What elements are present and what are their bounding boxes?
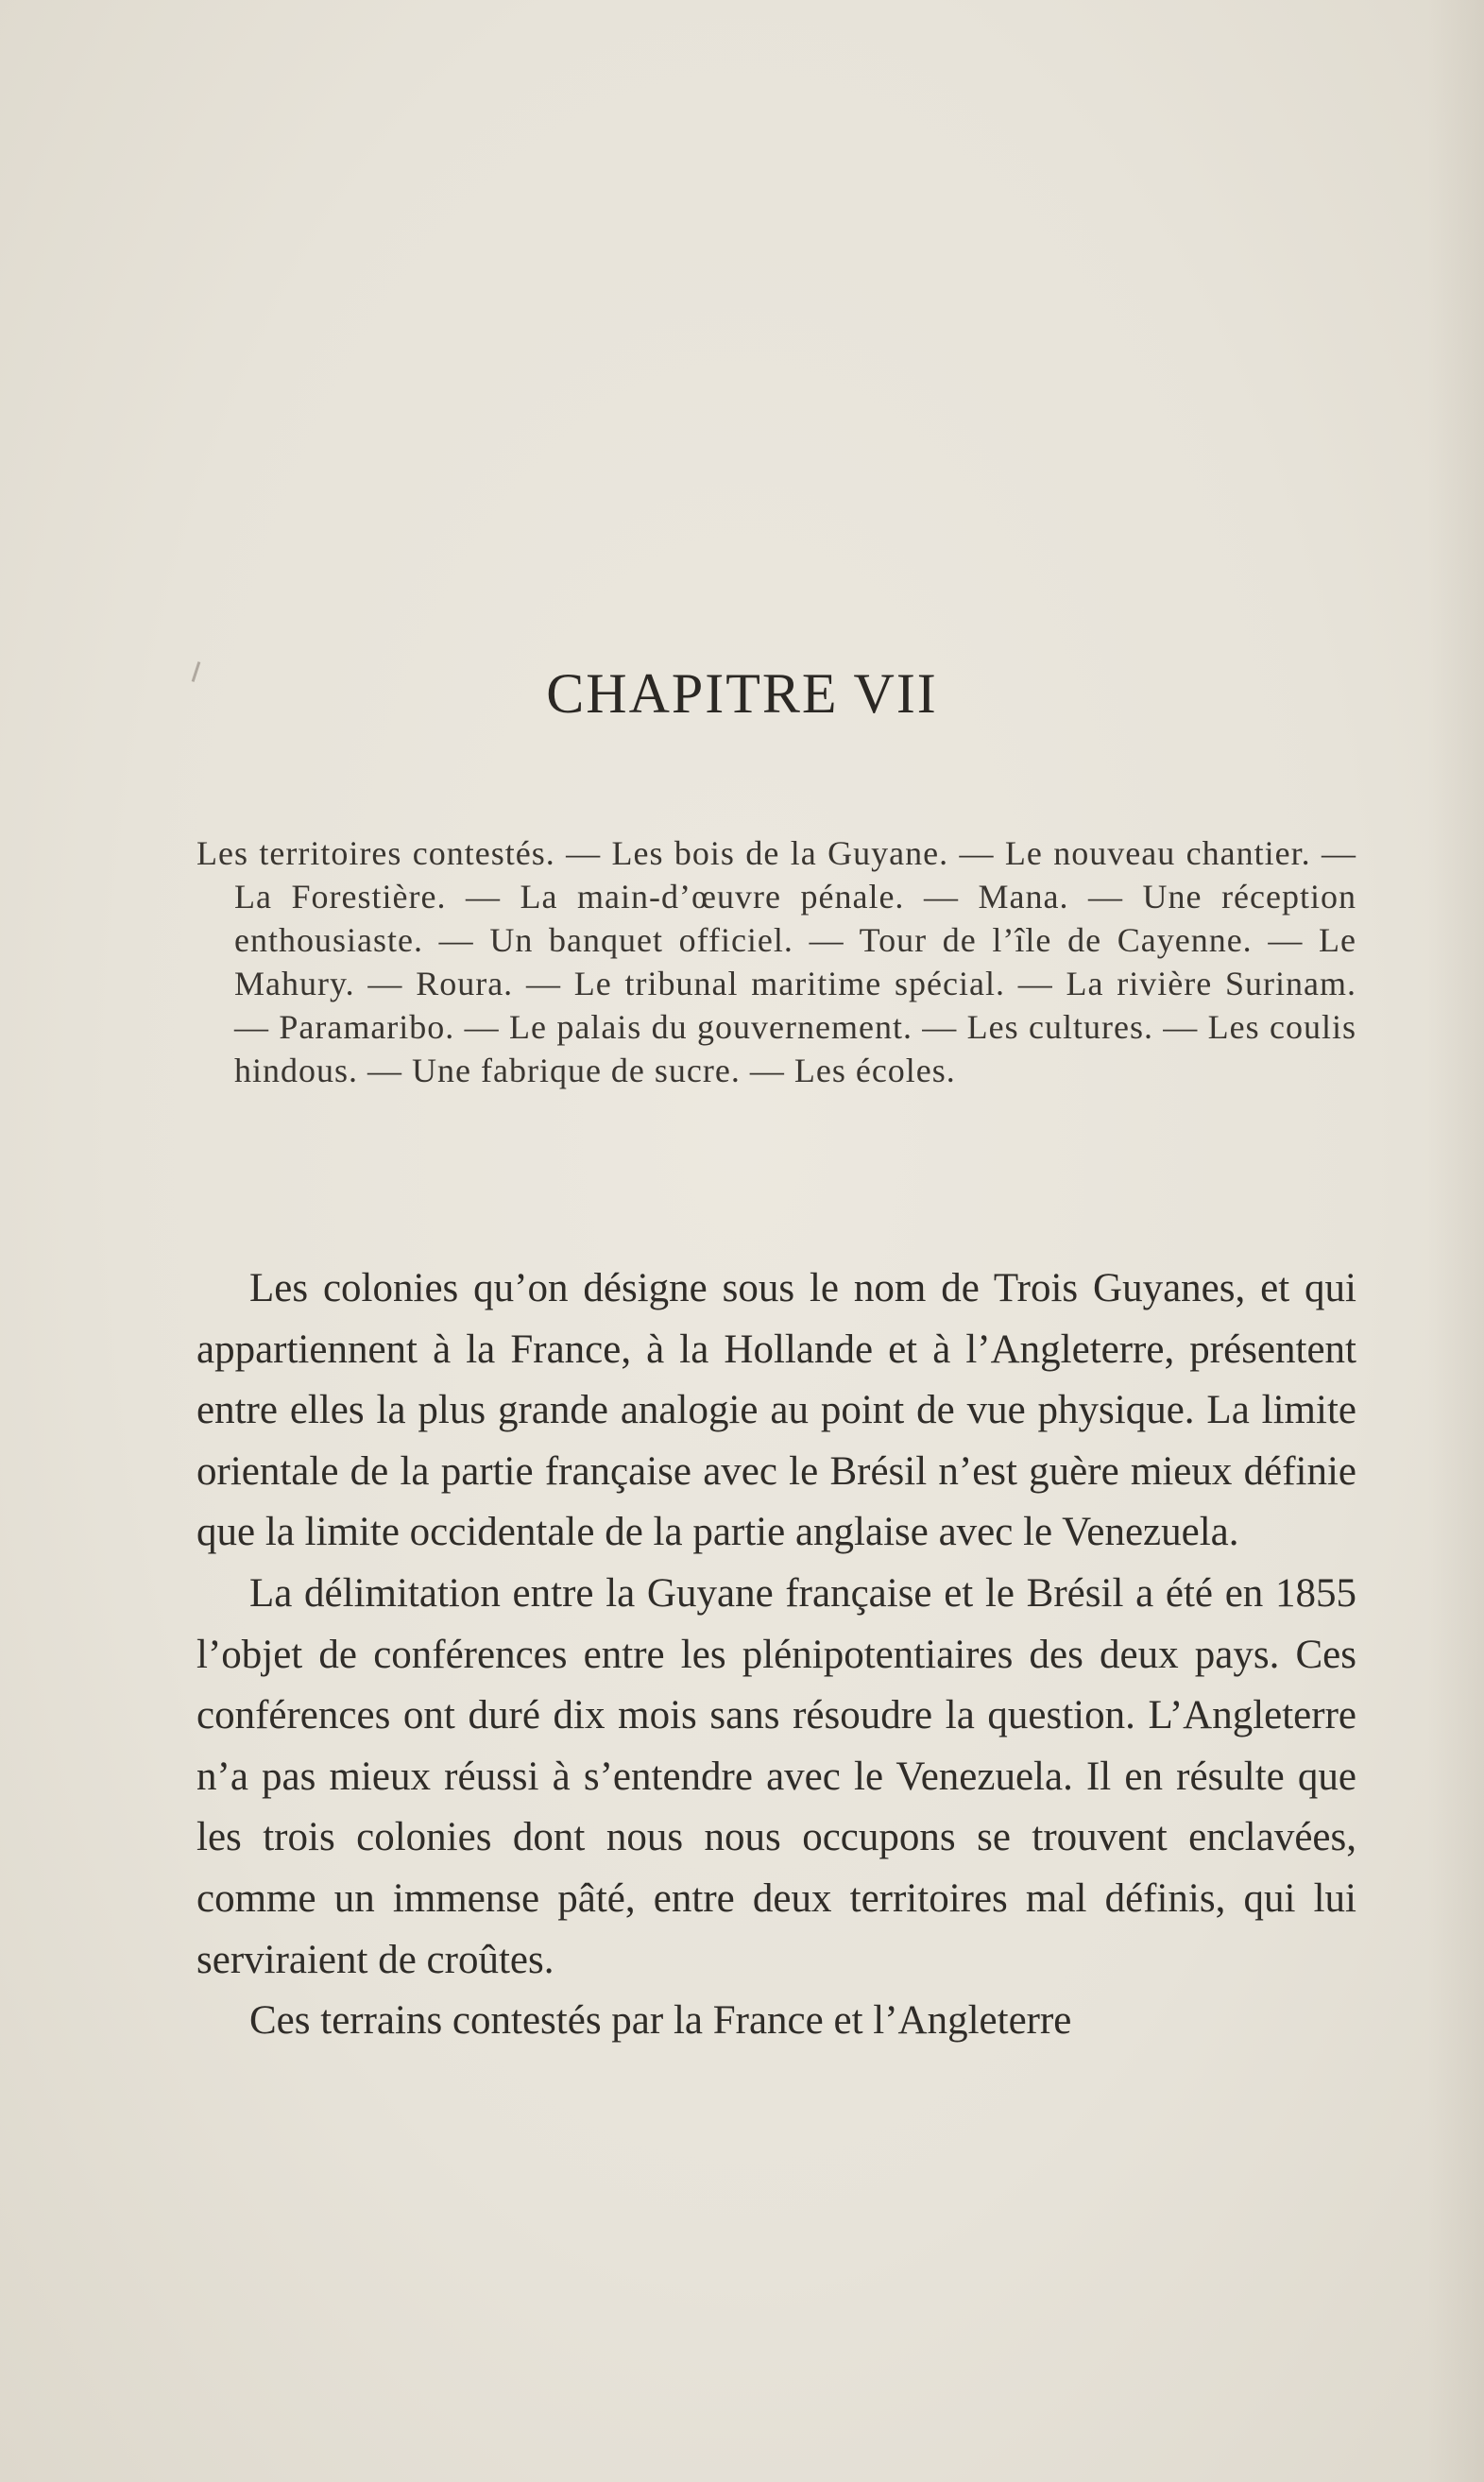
paragraph: Les colonies qu’on désigne sous le nom de Trois Guyanes, et qui appartiennent à la France, à la Hollande et à l’Angleterre, présentent entre elles la plus grande analogie au point de vue physique. La limite orientale de la partie française avec le Brésil n’est guère mieux définie que la limite occidentale de la partie anglaise avec le Venezuela. — [196, 1266, 1356, 1555]
chapter-title: CHAPITRE VII — [546, 662, 938, 725]
paragraph: Ces terrains contestés par la France et l’Angleterre — [249, 1998, 1072, 2044]
page-edge-shadow — [1427, 0, 1484, 2482]
chapter-summary: Les territoires contestés. — Les bois de la Guyane. — Le nouveau chantier. — La Forestière. — La main-d’œuvre pénale. — Mana. — Une réception enthousiaste. — Un banquet officiel. — Tour de l’île de Cayenne. — Le Mahury. — Roura. — Le tribunal maritime spécial. — La rivière Surinam. — Paramaribo. — Le palais du gouvernement. — Les cultures. — Les coulis hindous. — Une fabrique de sucre. — Les écoles. — [196, 834, 1356, 1089]
paragraph: La délimitation entre la Guyane française et le Brésil a été en 1855 l’objet de conférences entre les plénipotentiaires des deux pays. Ces conférences ont duré dix mois sans résoudre la question. L’Angleterre n’a pas mieux réussi à s’entendre avec le Venezuela. Il en résulte que les trois colonies dont nous nous occupons se trouvent enclavées, comme un immense pâté, entre deux territoires mal définis, qui lui serviraient de croûtes. — [196, 1570, 1356, 1982]
chapter-body — [196, 1258, 1356, 2052]
